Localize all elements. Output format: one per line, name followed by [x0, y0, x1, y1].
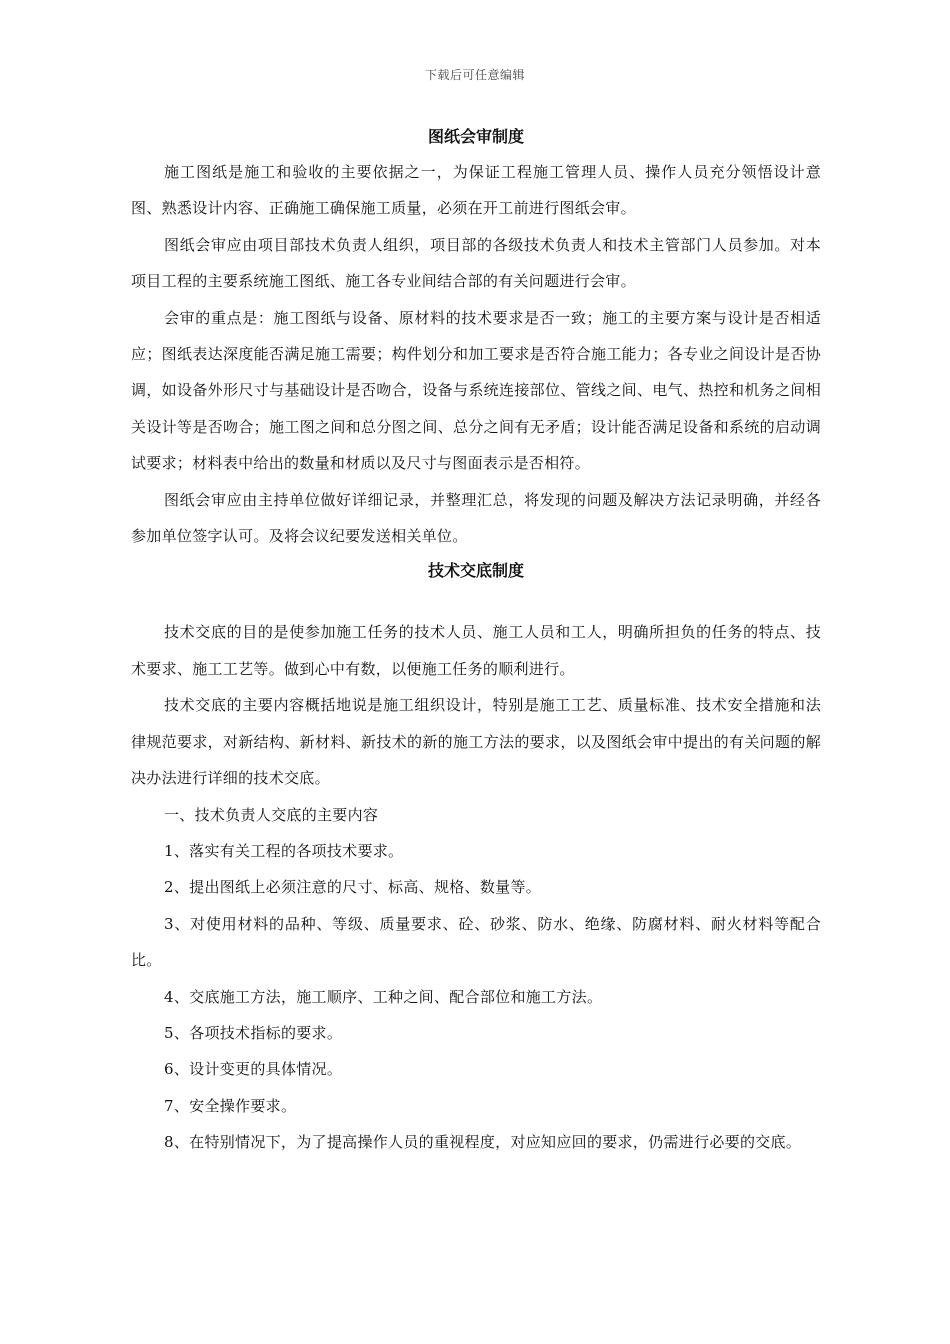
blank-line — [131, 588, 821, 614]
paragraph: 技术交底的主要内容概括地说是施工组织设计，特别是施工工艺、质量标准、技术安全措施和法律规范要求，对新结构、新材料、新技术的新的施工方法的要求，以及图纸会审中提出的有关问题的解决办法进行详细的技术交底。 — [131, 696, 821, 788]
list-item: 3、对使用材料的品种、等级、质量要求、砼、砂浆、防水、绝缘、防腐材料、耐火材料等配合比。 — [131, 914, 821, 970]
section-title-drawing-review: 图纸会审制度 — [427, 127, 524, 146]
page-header-note: 下载后可任意编辑 — [424, 68, 525, 82]
list-item: 5、各项技术指标的要求。 — [164, 1023, 343, 1042]
section-title-technical-disclosure: 技术交底制度 — [427, 561, 524, 581]
list-item: 4、交底施工方法，施工顺序、工种之间、配合部位和施工方法。 — [164, 987, 603, 1006]
list-item: 6、设计变更的具体情况。 — [164, 1060, 343, 1079]
paragraph: 技术交底的目的是使参加施工任务的技术人员、施工人员和工人，明确所担负的任务的特点、技术要求、施工工艺等。做到心中有数，以便施工任务的顺利进行。 — [131, 623, 821, 678]
list-item: 8、在特别情况下，为了提高操作人员的重视程度，对应知应回的要求，仍需进行必要的交底。 — [164, 1133, 802, 1152]
list-item: 7、安全操作要求。 — [164, 1096, 297, 1115]
list-item: 1、落实有关工程的各项技术要求。 — [164, 841, 404, 860]
paragraph: 会审的重点是：施工图纸与设备、原材料的技术要求是否一致；施工的主要方案与设计是否相适应；图纸表达深度能否满足施工需要；构件划分和加工要求是否符合施工能力；各专业之间设计是否协调，如设备外形尺寸与基础设计是否吻合，设备与系统连接部位、管线之间、电气、热控和机务之间相关设计等是否吻合；施工图之间和总分图之间、总分之间有无矛盾；设计能否满足设备和系统的启动调试要求；材料表中给出的数量和材质以及尺寸与图面表示是否相符。 — [131, 308, 821, 473]
paragraph: 施工图纸是施工和验收的主要依据之一，为保证工程施工管理人员、操作人员充分领悟设计意图、熟悉设计内容、正确施工确保施工质量，必须在开工前进行图纸会审。 — [131, 163, 821, 218]
document-body — [131, 120, 821, 1161]
paragraph: 图纸会审应由主持单位做好详细记录，并整理汇总，将发现的问题及解决方法记录明确，并经各参加单位签字认可。及将会议纪要发送相关单位。 — [131, 490, 821, 546]
list-heading: 一、技术负责人交底的主要内容 — [164, 805, 379, 824]
paragraph: 图纸会审应由项目部技术负责人组织，项目部的各级技术负责人和技术主管部门人员参加。对本项目工程的主要系统施工图纸、施工各专业间结合部的有关问题进行会审。 — [131, 235, 821, 291]
list-item: 2、提出图纸上必须注意的尺寸、标高、规格、数量等。 — [164, 878, 542, 897]
